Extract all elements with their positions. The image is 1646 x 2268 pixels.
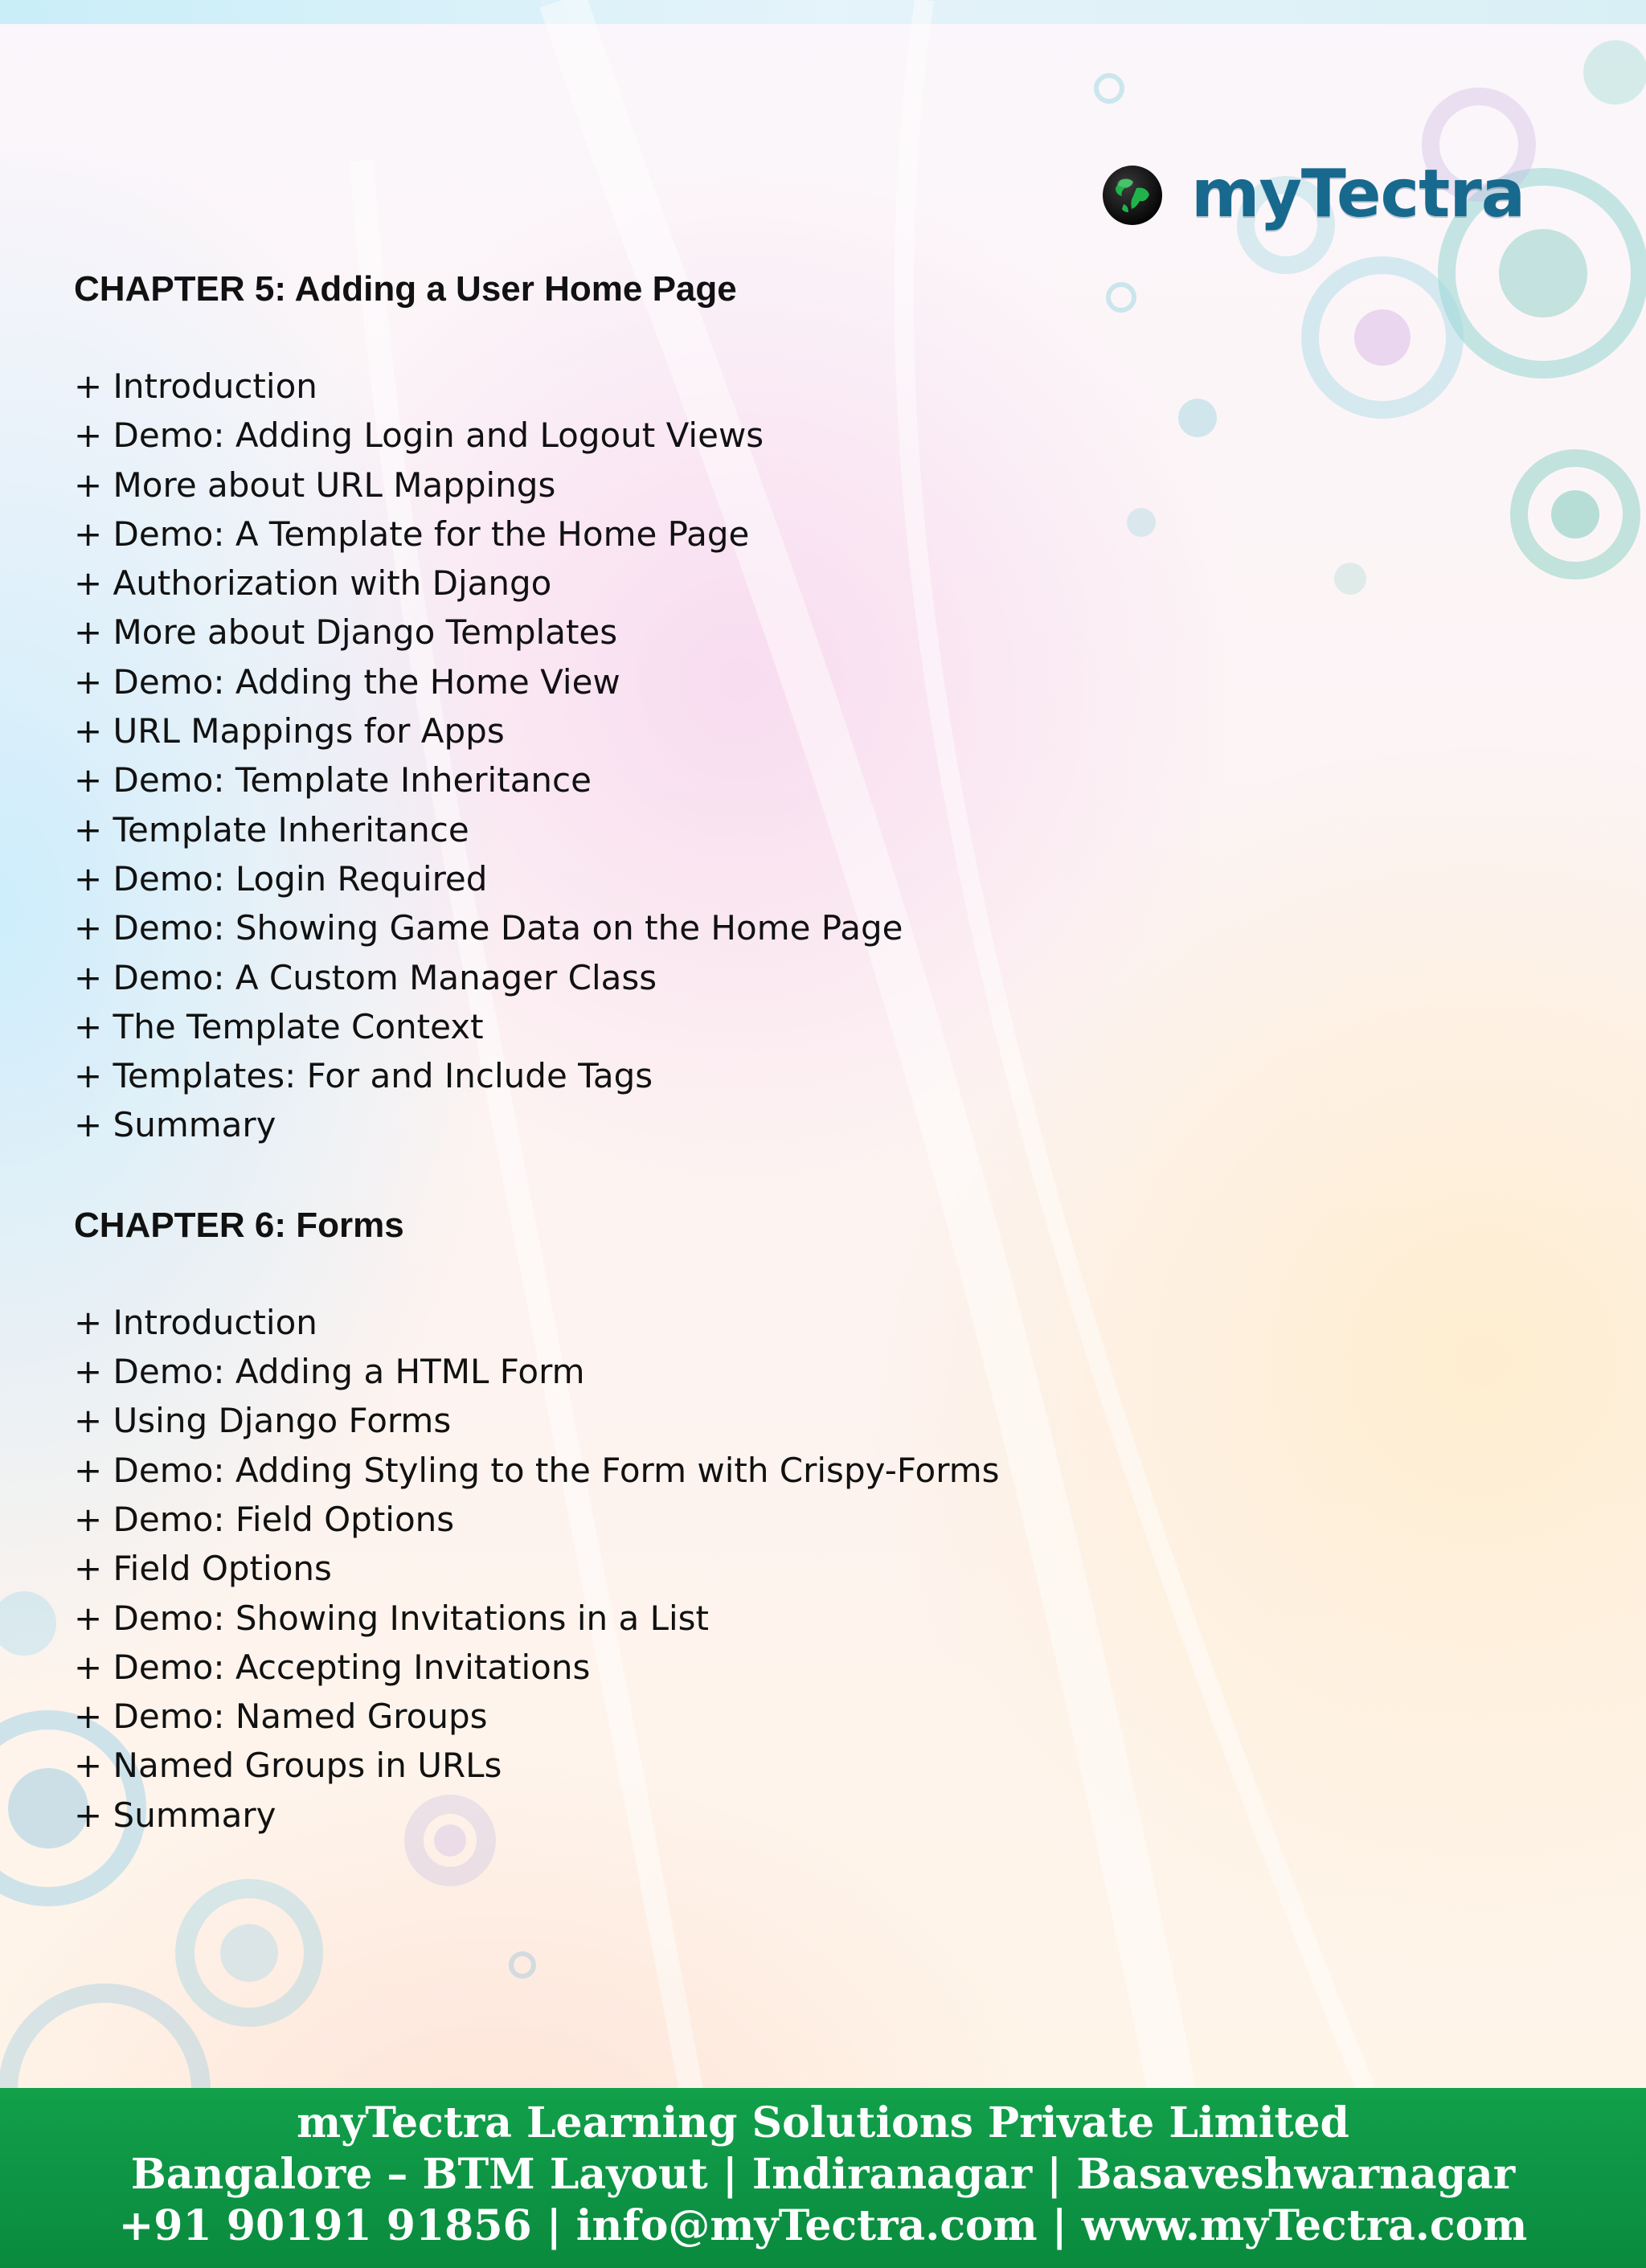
chapter-section (74, 1200, 1280, 1840)
chapter-title: CHAPTER 6: Forms (74, 1205, 404, 1245)
list-item: + Demo: A Custom Manager Class (74, 957, 657, 997)
list-item: + More about URL Mappings (74, 465, 556, 505)
list-item: + Named Groups in URLs (74, 1746, 502, 1786)
list-item: + Demo: Accepting Invitations (74, 1647, 591, 1687)
footer-locations: Bangalore – BTM Layout | Indiranagar | Basaveshwarnagar (130, 2150, 1516, 2199)
list-item: + More about Django Templates (74, 612, 618, 653)
list-item: + Demo: Login Required (74, 858, 488, 899)
list-item: + Demo: A Template for the Home Page (74, 514, 750, 554)
list-item: + Introduction (74, 366, 317, 406)
list-item: + Demo: Named Groups (74, 1697, 488, 1737)
list-item: + Template Inheritance (74, 809, 469, 849)
list-item: + Demo: Adding Login and Logout Views (74, 416, 764, 456)
top-strip (0, 0, 1646, 24)
list-item: + Demo: Field Options (74, 1499, 455, 1539)
course-outline (74, 264, 1280, 1840)
chapter-section (74, 264, 1280, 1150)
mytectra-logo (1101, 156, 1583, 241)
list-item: + Demo: Template Inheritance (74, 760, 592, 800)
list-item: + Demo: Showing Game Data on the Home Page (74, 908, 903, 948)
list-item: + Introduction (74, 1302, 317, 1342)
footer-banner (0, 2088, 1646, 2268)
list-item: + Demo: Adding Styling to the Form with Crispy-Forms (74, 1450, 1000, 1490)
footer-company: myTectra Learning Solutions Private Limited (297, 2098, 1349, 2147)
globe-icon (1101, 164, 1164, 227)
footer-contact: +91 90191 91856 | info@myTectra.com | www.myTectra.com (118, 2201, 1528, 2250)
list-item: + The Template Context (74, 1006, 484, 1046)
list-item: + Demo: Adding the Home View (74, 661, 620, 702)
list-item: + Summary (74, 1105, 276, 1145)
list-item: + Field Options (74, 1549, 332, 1589)
topic-list (74, 1298, 1280, 1840)
list-item: + Authorization with Django (74, 563, 552, 604)
logo-wordmark: myTectra (1191, 156, 1525, 232)
list-item: + Demo: Showing Invitations in a List (74, 1598, 710, 1638)
list-item: + Demo: Adding a HTML Form (74, 1352, 585, 1392)
topic-list (74, 362, 1280, 1150)
list-item: + Summary (74, 1795, 276, 1835)
list-item: + URL Mappings for Apps (74, 711, 505, 751)
chapter-title: CHAPTER 5: Adding a User Home Page (74, 269, 737, 309)
list-item: + Using Django Forms (74, 1401, 452, 1441)
chapter-gap (74, 1150, 1280, 1200)
list-item: + Templates: For and Include Tags (74, 1056, 653, 1096)
